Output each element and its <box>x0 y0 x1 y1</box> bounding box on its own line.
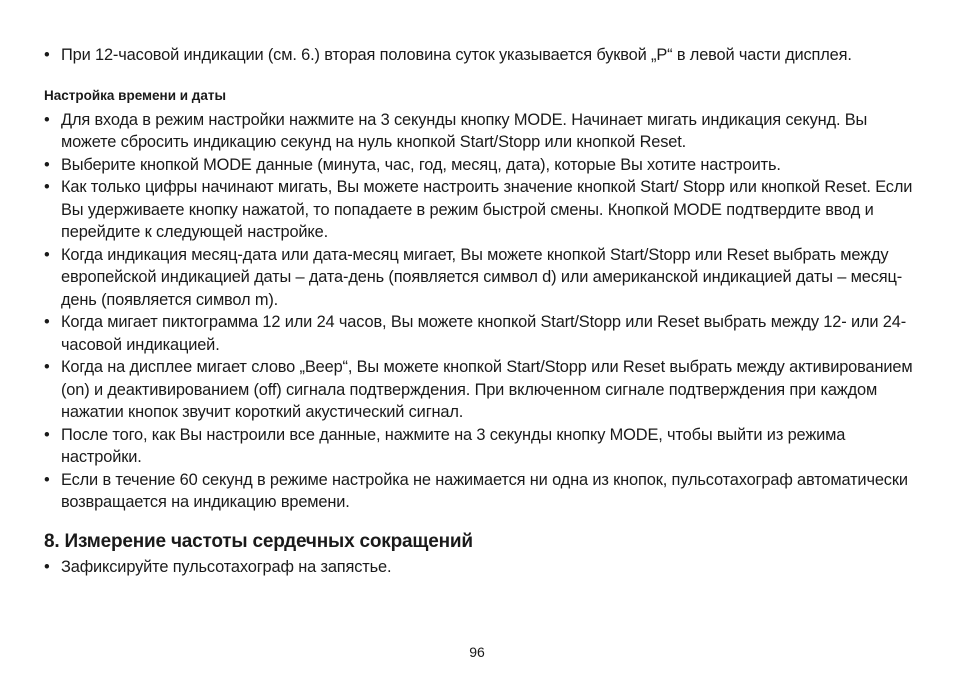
list-item <box>44 556 914 579</box>
list-item <box>44 109 914 154</box>
bullet-text: Для входа в режим настройки нажмите на 3 секунды кнопку MODE. Начинает мигать индикация секунд. Вы можете сбросить индикацию секунд на нуль кнопкой Start/Stopp или кнопкой Reset. <box>61 110 868 151</box>
bullet-dot: • <box>44 245 50 264</box>
bullet-dot: • <box>44 155 50 174</box>
list-item <box>44 176 914 244</box>
bullet-dot: • <box>44 110 50 129</box>
section-title: 8. Измерение частоты сердечных сокращений <box>44 530 473 552</box>
list-item <box>44 244 914 312</box>
bullet-dot: • <box>44 358 50 376</box>
bullet-text: Когда индикация месяц-дата или дата-месяц мигает, Вы можете кнопкой Start/Stopp или Reset выбрать между европейской индикацией даты – дата-день (появляется символ d) или американской индикацией даты – месяц-день (появляется символ m). <box>61 245 903 309</box>
bullet-dot: • <box>44 557 50 576</box>
list-item <box>44 469 914 514</box>
bullet-dot: • <box>44 470 50 489</box>
bullet-text: Как только цифры начинают мигать, Вы можете настроить значение кнопкой Start/ Stopp или кнопкой Reset. Если Вы удерживаете кнопку нажатой, то попадаете в режим быстрой смены. Кнопкой MODE подтвердите ввод и перейдите к следующей настройке. <box>61 178 913 241</box>
bullet-text: Когда на дисплее мигает слово „Beep“, Вы можете кнопкой Start/Stopp или Reset выбрать между активированием (on) и деактивированием (off) сигнала подтверждения. При включенном сигнале подтверждения при каждом нажатии кнопок звучит короткий акустический сигнал. <box>61 358 913 421</box>
bullet-dot: • <box>44 178 50 196</box>
bullet-dot: • <box>44 46 50 64</box>
document-page <box>44 44 914 578</box>
bullet-text: Выберите кнопкой MODE данные (минута, час, год, месяц, дата), которые Вы хотите настроить. <box>61 155 781 174</box>
list-item <box>44 424 914 469</box>
bullet-text: Зафиксируйте пульсотахограф на запястье. <box>61 557 392 576</box>
bullet-text: При 12-часовой индикации (см. 6.) вторая половина суток указывается буквой „P“ в левой части дисплея. <box>61 46 852 64</box>
list-item <box>44 356 914 424</box>
page-number: 96 <box>469 644 485 660</box>
bullet-dot: • <box>44 313 50 331</box>
bullet-dot: • <box>44 425 50 444</box>
list-item <box>44 154 914 177</box>
list-item <box>44 311 914 356</box>
intro-bullet <box>44 44 914 67</box>
bullet-text: Когда мигает пиктограмма 12 или 24 часов, Вы можете кнопкой Start/Stopp или Reset выбрать между 12- или 24-часовой индикацией. <box>61 313 907 354</box>
bullet-text: Если в течение 60 секунд в режиме настройка не нажимается ни одна из кнопок, пульсотахограф автоматически возвращается на индикацию времени. <box>61 470 908 511</box>
subsection-title: Настройка времени и даты <box>44 87 227 103</box>
bullet-text: После того, как Вы настроили все данные, нажмите на 3 секунды кнопку MODE, чтобы выйти из режима настройки. <box>61 425 846 466</box>
